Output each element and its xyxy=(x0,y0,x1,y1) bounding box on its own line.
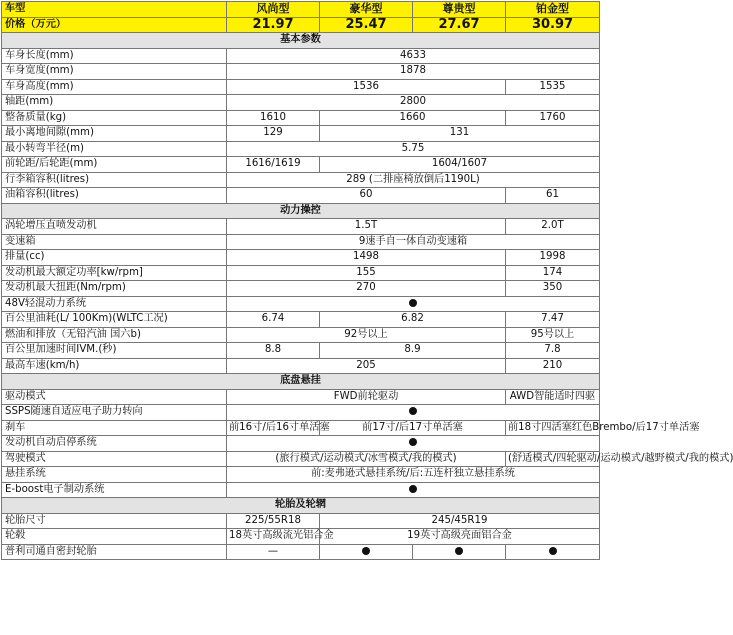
table-row xyxy=(2,126,600,142)
filled-circle-icon xyxy=(455,547,463,555)
row-value: 1604/1607 xyxy=(320,157,600,173)
row-value: 225/55R18 xyxy=(227,513,320,529)
filled-circle-icon xyxy=(409,438,417,446)
table-row xyxy=(2,405,600,421)
filled-circle-icon xyxy=(409,299,417,307)
row-value: 2800 xyxy=(227,95,600,111)
row-label: 最小离地间隙(mm) xyxy=(2,126,227,142)
row-value: 205 xyxy=(227,358,506,374)
section-row xyxy=(2,498,600,514)
row-value: 1998 xyxy=(506,250,600,266)
row-value: AWD智能适时四驱 xyxy=(506,389,600,405)
filled-circle-icon xyxy=(549,547,557,555)
row-value: 8.8 xyxy=(227,343,320,359)
row-value: 2.0T xyxy=(506,219,600,235)
row-value: — xyxy=(227,544,320,560)
model-name: 尊贵型 xyxy=(413,2,506,18)
row-value: 131 xyxy=(320,126,600,142)
table-row xyxy=(2,312,600,328)
table-row xyxy=(2,327,600,343)
row-value: 210 xyxy=(506,358,600,374)
row-value: 7.8 xyxy=(506,343,600,359)
standard-mark xyxy=(320,544,413,560)
row-value: 前:麦弗逊式悬挂系统/后:五连杆独立悬挂系统 xyxy=(227,467,600,483)
row-label: 燃油和排放（无铅汽油 国六b) xyxy=(2,327,227,343)
row-label: 轮毂 xyxy=(2,529,227,545)
row-value: 前17寸/后17寸单活塞 xyxy=(320,420,506,436)
section-row xyxy=(2,33,600,49)
price-value: 30.97 xyxy=(506,17,600,33)
row-label: 发动机最大扭距(Nm/rpm) xyxy=(2,281,227,297)
model-name: 铂金型 xyxy=(506,2,600,18)
table-row xyxy=(2,188,600,204)
row-value: 18英寸高级流光铝合金 xyxy=(227,529,320,545)
row-label: 百公里加速时间IVM.(秒) xyxy=(2,343,227,359)
model-name: 豪华型 xyxy=(320,2,413,18)
standard-mark xyxy=(506,544,600,560)
row-label: 刹车 xyxy=(2,420,227,436)
row-label: 48V轻混动力系统 xyxy=(2,296,227,312)
table-row xyxy=(2,529,600,545)
model-name: 风尚型 xyxy=(227,2,320,18)
filled-circle-icon xyxy=(409,485,417,493)
table-row xyxy=(2,250,600,266)
filled-circle-icon xyxy=(409,407,417,415)
row-value: 8.9 xyxy=(320,343,506,359)
table-row xyxy=(2,48,600,64)
row-label: 普利司通自密封轮胎 xyxy=(2,544,227,560)
table-row xyxy=(2,343,600,359)
row-label: 轴距(mm) xyxy=(2,95,227,111)
section-title-chassis: 底盘悬挂 xyxy=(2,374,600,390)
price-value: 27.67 xyxy=(413,17,506,33)
standard-mark xyxy=(227,482,600,498)
table-row xyxy=(2,389,600,405)
table-row xyxy=(2,451,600,467)
standard-mark xyxy=(227,296,600,312)
row-label: 悬挂系统 xyxy=(2,467,227,483)
row-value: 350 xyxy=(506,281,600,297)
row-value: 4633 xyxy=(227,48,600,64)
row-value: (舒适模式/四轮驱动/运动模式/越野模式/我的模式) xyxy=(506,451,600,467)
row-label: 车身长度(mm) xyxy=(2,48,227,64)
row-label: 最高车速(km/h) xyxy=(2,358,227,374)
row-value: 1878 xyxy=(227,64,600,80)
row-value: 1616/1619 xyxy=(227,157,320,173)
table-row xyxy=(2,513,600,529)
row-value: 前18寸四活塞红色Brembo/后17寸单活塞 xyxy=(506,420,600,436)
row-value: 155 xyxy=(227,265,506,281)
row-value: 1535 xyxy=(506,79,600,95)
row-label: 驱动模式 xyxy=(2,389,227,405)
table-row xyxy=(2,467,600,483)
table-row xyxy=(2,79,600,95)
section-row xyxy=(2,203,600,219)
row-label: 车身宽度(mm) xyxy=(2,64,227,80)
table-row xyxy=(2,172,600,188)
table-row xyxy=(2,219,600,235)
row-label: 排量(cc) xyxy=(2,250,227,266)
row-value: FWD前轮驱动 xyxy=(227,389,506,405)
row-value: 5.75 xyxy=(227,141,600,157)
table-row xyxy=(2,420,600,436)
row-value: 前16寸/后16寸单活塞 xyxy=(227,420,320,436)
row-value: 270 xyxy=(227,281,506,297)
row-value: 9速手自一体自动变速箱 xyxy=(227,234,600,250)
price-label: 价格（万元） xyxy=(2,17,227,33)
row-label: 最小转弯半径(m) xyxy=(2,141,227,157)
row-value: 60 xyxy=(227,188,506,204)
row-label: 行李箱容积(litres) xyxy=(2,172,227,188)
standard-mark xyxy=(227,405,600,421)
section-row xyxy=(2,374,600,390)
row-value: 1760 xyxy=(506,110,600,126)
price-row xyxy=(2,17,600,33)
table-row xyxy=(2,544,600,560)
row-label: 车身高度(mm) xyxy=(2,79,227,95)
row-value: 95号以上 xyxy=(506,327,600,343)
row-value: 61 xyxy=(506,188,600,204)
filled-circle-icon xyxy=(362,547,370,555)
row-label: 油箱容积(litres) xyxy=(2,188,227,204)
spec-table xyxy=(1,1,733,560)
standard-mark xyxy=(413,544,506,560)
row-value: 1498 xyxy=(227,250,506,266)
row-value: 129 xyxy=(227,126,320,142)
row-label: 发动机最大额定功率[kw/rpm] xyxy=(2,265,227,281)
row-label: 涡轮增压直喷发动机 xyxy=(2,219,227,235)
header-row xyxy=(2,2,600,18)
table-row xyxy=(2,141,600,157)
section-title-wheels: 轮胎及轮辋 xyxy=(2,498,600,514)
row-label: 整备质量(kg) xyxy=(2,110,227,126)
row-value: 1610 xyxy=(227,110,320,126)
row-value: 7.47 xyxy=(506,312,600,328)
section-title-basic: 基本参数 xyxy=(2,33,600,49)
standard-mark xyxy=(227,436,600,452)
row-value: 6.82 xyxy=(320,312,506,328)
table-row xyxy=(2,157,600,173)
row-value: 1536 xyxy=(227,79,506,95)
table-row xyxy=(2,281,600,297)
section-title-power: 动力操控 xyxy=(2,203,600,219)
price-value: 21.97 xyxy=(227,17,320,33)
row-label: 驾驶模式 xyxy=(2,451,227,467)
row-value: 92号以上 xyxy=(227,327,506,343)
table-row xyxy=(2,436,600,452)
row-label: 百公里油耗(L/ 100Km)(WLTC工况) xyxy=(2,312,227,328)
row-value: 19英寸高级亮面铝合金 xyxy=(320,529,600,545)
table-row xyxy=(2,95,600,111)
row-label: 发动机自动启停系统 xyxy=(2,436,227,452)
table-row xyxy=(2,234,600,250)
table-row xyxy=(2,64,600,80)
table-row xyxy=(2,482,600,498)
row-value: 1.5T xyxy=(227,219,506,235)
row-value: 6.74 xyxy=(227,312,320,328)
header-label: 车型 xyxy=(2,2,227,18)
table-row xyxy=(2,296,600,312)
price-value: 25.47 xyxy=(320,17,413,33)
row-value: (旅行模式/运动模式/冰雪模式/我的模式) xyxy=(227,451,506,467)
table-row xyxy=(2,358,600,374)
row-label: 前轮距/后轮距(mm) xyxy=(2,157,227,173)
row-value: 245/45R19 xyxy=(320,513,600,529)
table-row xyxy=(2,265,600,281)
row-value: 174 xyxy=(506,265,600,281)
row-label: 变速箱 xyxy=(2,234,227,250)
row-label: 轮胎尺寸 xyxy=(2,513,227,529)
row-value: 289 (二排座椅放倒后1190L) xyxy=(227,172,600,188)
row-label: E-boost电子制动系统 xyxy=(2,482,227,498)
row-value: 1660 xyxy=(320,110,506,126)
row-label: SSPS随速自适应电子助力转向 xyxy=(2,405,227,421)
table-row xyxy=(2,110,600,126)
